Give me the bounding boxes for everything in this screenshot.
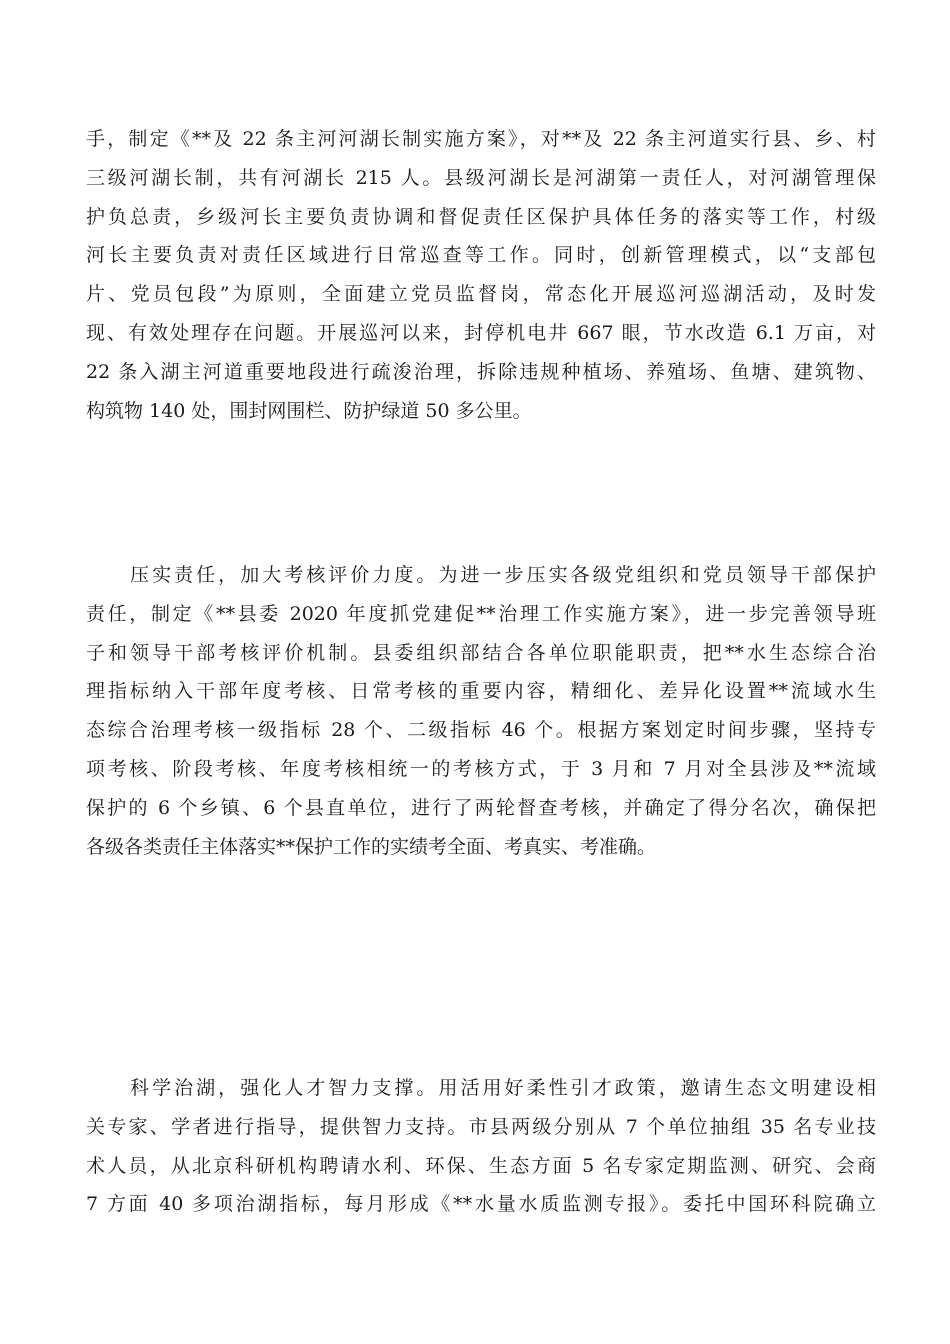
text-line: 22 条入湖主河道重要地段进行疏浚治理，拆除违规种植场、养殖场、鱼塘、建筑物、 (86, 360, 876, 383)
text-line: 手，制定《**及 22 条主河河湖长制实施方案》，对**及 22 条主河道实行县、乡、村 (86, 128, 876, 150)
text-line: 项考核、阶段考核、年度考核相统一的考核方式，于 3 月和 7 月对全县涉及**流域 (86, 757, 876, 780)
text-line: 态综合治理考核一级指标 28 个、二级指标 46 个。根据方案划定时间步骤，坚持专 (86, 719, 876, 742)
text-line: 现、有效处理存在问题。开展巡河以来，封停机电井 667 眼，节水改造 6.1 万亩，对 (86, 321, 876, 344)
text-line: 责任，制定《**县委 2020 年度抓党建促**治理工作实施方案》，进一步完善领导班 (86, 602, 876, 625)
text-line: 术人员，从北京科研机构聘请水利、环保、生态方面 5 名专家定期监测、研究、会商 (86, 1154, 876, 1177)
text-line: 科学治湖，强化人才智力支撑。用活用好柔性引才政策，邀请生态文明建设相 (86, 1077, 876, 1099)
text-line: 各级各类责任主体落实**保护工作的实绩考全面、考真实、考准确。 (86, 835, 657, 858)
paragraph-scientific-governance (86, 1069, 876, 1224)
text-line: 压实责任，加大考核评价力度。为进一步压实各级党组织和党员领导干部保护 (86, 564, 876, 586)
text-line: 7 方面 40 多项治湖指标，每月形成《**水量水质监测专报》。委托中国环科院确立 (86, 1193, 876, 1216)
text-line: 关专家、学者进行指导，提供智力支持。市县两级分别从 7 个单位抽组 35 名专业技 (86, 1115, 876, 1138)
paragraph-river-chief-system (86, 120, 876, 430)
paragraph-assessment (86, 556, 876, 866)
text-line: 片、党员包段”为原则，全面建立党员监督岗，常态化开展巡河巡湖活动，及时发 (86, 283, 876, 306)
text-line: 三级河湖长制，共有河湖长 215 人。县级河湖长是河湖第一责任人，对河湖管理保 (86, 166, 876, 189)
text-line: 保护的 6 个乡镇、6 个县直单位，进行了两轮督查考核，并确定了得分名次，确保把 (86, 796, 876, 819)
text-line: 构筑物 140 处，围封网围栏、防护绿道 50 多公里。 (86, 399, 532, 422)
text-line: 子和领导干部考核评价机制。县委组织部结合各单位职能职责，把**水生态综合治 (86, 641, 876, 664)
text-line: 河长主要负责对责任区域进行日常巡查等工作。同时，创新管理模式，以“支部包 (86, 244, 876, 267)
text-line: 护负总责，乡级河长主要负责协调和督促责任区保护具体任务的落实等工作，村级 (86, 205, 876, 228)
text-line: 理指标纳入干部年度考核、日常考核的重要内容，精细化、差异化设置**流域水生 (86, 680, 876, 703)
